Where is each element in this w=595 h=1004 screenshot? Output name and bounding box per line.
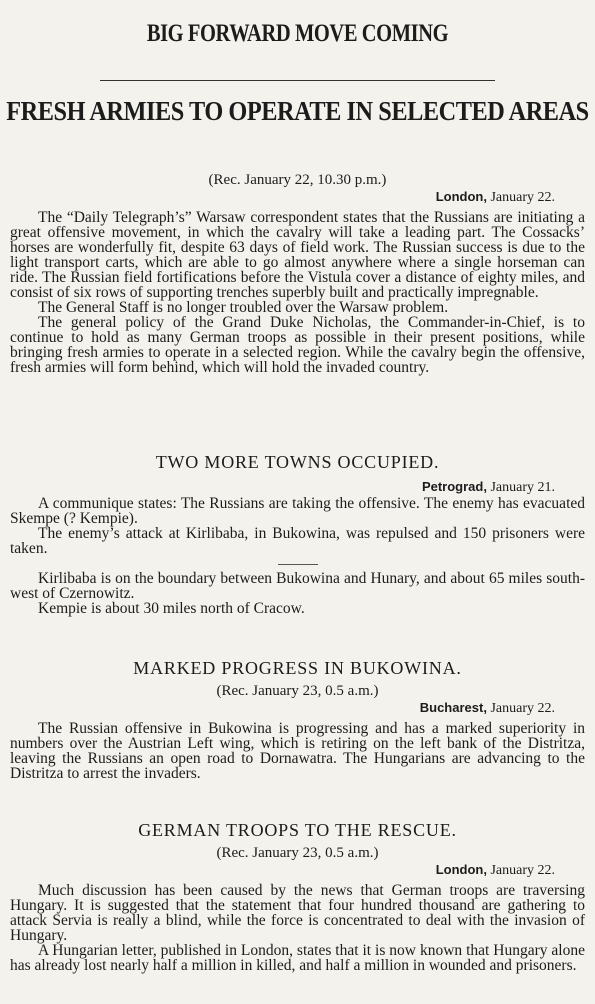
paragraph: A Hungarian letter, published in London, states that it is now known that Hungary alone has already lost nearly half a million in killed, and half a million in wounded and prisoners. [10,942,585,974]
dateline-date: January 22. [490,863,555,878]
dateline-place: Bucharest, [419,700,487,715]
dateline [10,700,585,717]
dateline-date: January 21. [490,480,555,495]
article-two-towns [10,452,585,616]
sub-headline: FRESH ARMIES TO OPERATE IN SELECTED AREAS [6,96,589,126]
headline-divider [100,80,495,81]
received-line: (Rec. January 23, 0.5 a.m.) [216,683,379,699]
paragraph: A communique states: The Russians are taking the offensive. The enemy has evacuated Skempe (? Kempie). [10,495,585,527]
dateline [10,189,585,206]
dateline-date: January 22. [490,190,555,205]
section-divider [278,564,318,565]
article-german-troops [10,820,585,973]
paragraph: The enemy’s attack at Kirlibaba, in Bukowina, was repulsed and 150 prisoners were taken. [10,525,585,557]
received-line: (Rec. January 22, 10.30 p.m.) [208,172,387,188]
article-warsaw [10,172,585,375]
article-bukowina [10,658,585,781]
article-title: TWO MORE TOWNS OCCUPIED. [155,452,440,472]
dateline-place: Petrograd, [421,479,487,494]
article-title: GERMAN TROOPS TO THE RESCUE. [138,820,457,840]
paragraph: The Russian offensive in Bukowina is progressing and has a marked superiority in numbers over the Austrian Left wing, which is retiring on the left bank of the Distritza, leaving the Russians an open road to Dornawatra. The Hungarians are advancing to the Distritza to arrest the invaders. [10,720,585,782]
dateline [10,862,585,879]
note: Kirlibaba is on the boundary between Bukowina and Hunary, and about 65 miles south-west of Czernowitz. [10,570,585,602]
paragraph: Much discussion has been caused by the news that German troops are traversing Hungary. It is suggested that the statement that four hundred thousand are gathering to attack Servia is really a blind, while the force is concentrated to deal with the invasion of Hungary. [10,882,585,944]
paragraph: The “Daily Telegraph’s” Warsaw correspondent states that the Russians are initiating a great offensive movement, in which the cavalry will take a leading part. The Cossacks’ horses are wonderfully fit, despite 63 days of field work. The Russian success is due to the light transport carts, which are able to go almost anywhere where a single horseman can ride. The Russian field fortifications before the Vistula cover a distance of eighty miles, and consist of six rows of supporting trenches superbly built and practically impregnable. [10,209,585,301]
dateline-place: London, [435,862,487,877]
paragraph: The general policy of the Grand Duke Nicholas, the Commander-in-Chief, is to continue to hold as many German troops as possible in their present positions, while bringing fresh armies to operate in a selected region. While the cavalry begin the offensive, fresh armies will form behind, which will hold the invaded country. [10,314,585,376]
article-title: MARKED PROGRESS IN BUKOWINA. [133,658,462,678]
note: Kempie is about 30 miles north of Cracow. [38,600,305,617]
main-headline: BIG FORWARD MOVE COMING [146,20,449,47]
dateline-place: London, [435,189,487,204]
dateline [10,479,585,496]
dateline-date: January 22. [490,701,555,716]
received-line: (Rec. January 23, 0.5 a.m.) [216,845,379,861]
paragraph: The General Staff is no longer troubled over the Warsaw problem. [38,299,449,316]
